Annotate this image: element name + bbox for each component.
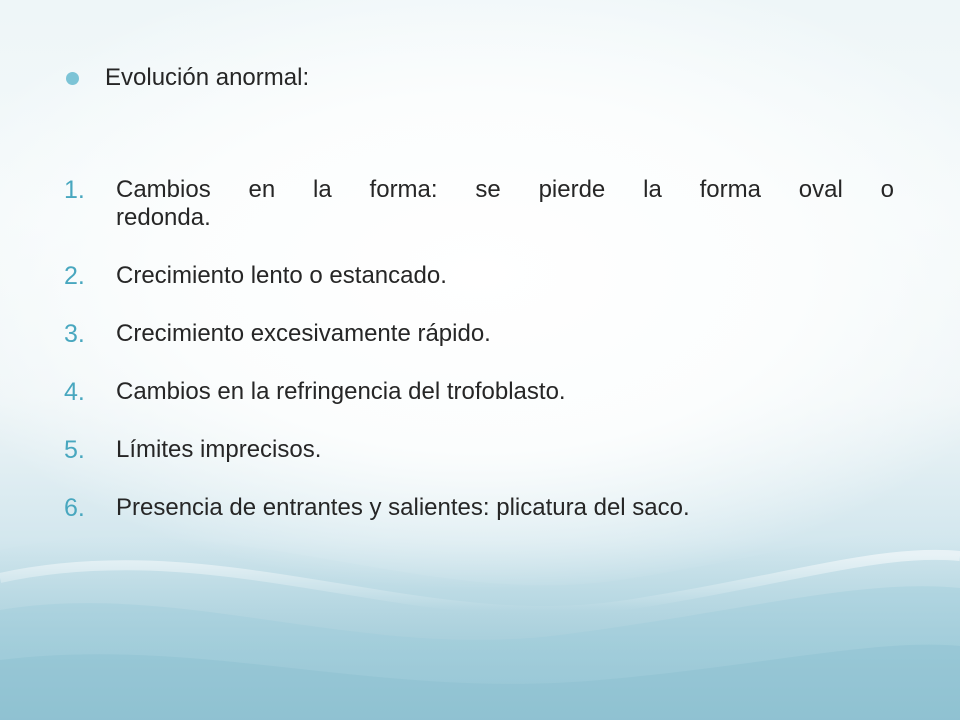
list-number: 4. bbox=[64, 378, 85, 406]
bullet-icon bbox=[66, 72, 79, 85]
list-item bbox=[64, 378, 894, 406]
list-item bbox=[64, 176, 894, 232]
list-number: 1. bbox=[64, 176, 85, 204]
list-item-text: Presencia de entrantes y salientes: plicatura del saco. bbox=[116, 494, 690, 521]
slide-heading: Evolución anormal: bbox=[105, 64, 310, 91]
list-item-text: Cambios en la refringencia del trofoblasto. bbox=[116, 378, 566, 405]
list-item bbox=[64, 320, 894, 348]
list-item-text bbox=[116, 176, 894, 232]
list-number: 2. bbox=[64, 262, 85, 290]
list-number: 6. bbox=[64, 494, 85, 522]
list-item-text: Crecimiento excesivamente rápido. bbox=[116, 320, 491, 347]
list-item-text-line: Cambios en la forma: se pierde la forma oval o bbox=[116, 176, 894, 203]
list-item bbox=[64, 436, 894, 464]
heading-bullet-row bbox=[66, 58, 926, 98]
list-number: 3. bbox=[64, 320, 85, 348]
list-item bbox=[64, 494, 894, 522]
list-item-text: Crecimiento lento o estancado. bbox=[116, 262, 447, 289]
list-item-text-line: redonda. bbox=[116, 204, 211, 231]
list-item-text: Límites imprecisos. bbox=[116, 436, 322, 463]
list-number: 5. bbox=[64, 436, 85, 464]
list-item bbox=[64, 262, 894, 290]
numbered-list bbox=[64, 176, 894, 552]
